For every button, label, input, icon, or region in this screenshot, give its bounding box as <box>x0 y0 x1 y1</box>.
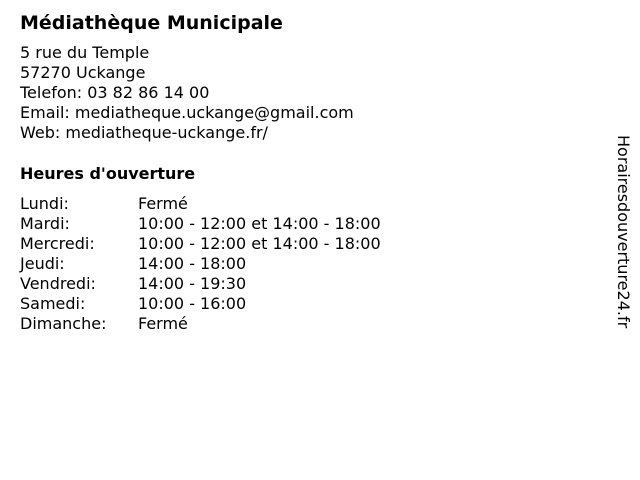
site-watermark: Horairesdouverture24.fr <box>614 135 633 329</box>
email-address: Email: mediatheque.uckange@gmail.com <box>20 103 354 122</box>
hours-row-thursday <box>20 254 381 274</box>
hours-row-monday <box>20 194 381 214</box>
time-value: 10:00 - 16:00 <box>138 294 247 313</box>
day-label: Mardi: <box>20 214 70 233</box>
address-block <box>20 43 354 143</box>
day-label: Vendredi: <box>20 274 96 293</box>
page-title: Médiathèque Municipale <box>20 12 283 34</box>
street-address: 5 rue du Temple <box>20 43 150 62</box>
opening-hours-table <box>20 194 381 334</box>
time-value: 10:00 - 12:00 et 14:00 - 18:00 <box>138 214 381 233</box>
hours-row-sunday <box>20 314 381 334</box>
day-label: Samedi: <box>20 294 86 313</box>
hours-row-friday <box>20 274 381 294</box>
hours-row-saturday <box>20 294 381 314</box>
time-value: Fermé <box>138 194 188 213</box>
time-value: 14:00 - 18:00 <box>138 254 247 273</box>
website: Web: mediatheque-uckange.fr/ <box>20 123 268 142</box>
time-value: 10:00 - 12:00 et 14:00 - 18:00 <box>138 234 381 253</box>
day-label: Mercredi: <box>20 234 95 253</box>
hours-heading: Heures d'ouverture <box>20 164 196 183</box>
phone-number: Telefon: 03 82 86 14 00 <box>20 83 210 102</box>
city-postcode: 57270 Uckange <box>20 63 146 82</box>
hours-row-tuesday <box>20 214 381 234</box>
time-value: 14:00 - 19:30 <box>138 274 247 293</box>
time-value: Fermé <box>138 314 188 333</box>
hours-row-wednesday <box>20 234 381 254</box>
day-label: Lundi: <box>20 194 69 213</box>
day-label: Dimanche: <box>20 314 107 333</box>
day-label: Jeudi: <box>20 254 65 273</box>
